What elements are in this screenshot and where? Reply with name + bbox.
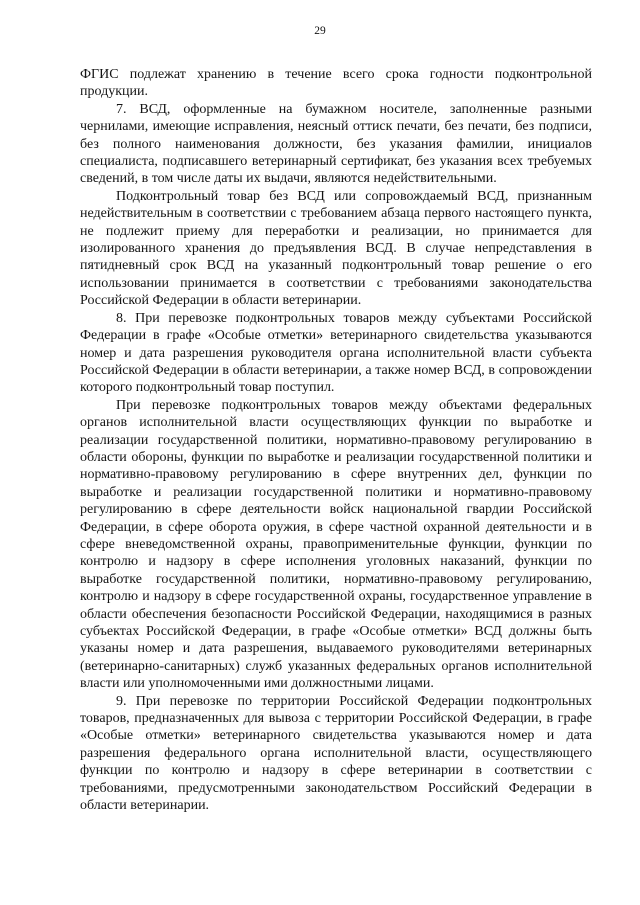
paragraph-storage-continuation: ФГИС подлежат хранению в течение всего срока годности подконтрольной продукции. xyxy=(80,67,592,100)
paragraph-item-8: 8. При перевозке подконтрольных товаров между субъектами Российской Федерации в графе «Особые отметки» ветеринарного свидетельства указываются номер и дата разрешения руководителя органа исполнительной власти субъекта Российской Федерации в области ветеринарии, а также номер ВСД, в сопровождении которого подконтрольный товар поступил. xyxy=(80,310,592,396)
paragraph-item-9: 9. При перевозке по территории Российской Федерации подконтрольных товаров, предназначенных для вывоза с территории Российской Федерации, в графе «Особые отметки» ветеринарного свидетельства указываются номер и дата разрешения федерального органа исполнительной власти, осуществляющего функции по контролю и надзору в сфере ветеринарии в соответствии с требованиями, предусмотренными законодательством Российский Федерации в области ветеринарии. xyxy=(80,693,592,814)
page-number: 29 xyxy=(314,25,326,37)
document-body xyxy=(80,66,592,814)
paragraph-item-8-federal-bodies: При перевозке подконтрольных товаров между объектами федеральных органов исполнительной власти осуществляющих функции по выработке и реализации государственной политики, нормативно-правовому регулированию в области обороны, функции по выработке и реализации государственной политики и нормативно-правовому регулированию в сфере внутренних дел, функции по выработке и реализации государственной политики и нормативно-правовому регулированию в сфере деятельности войск национальной гвардии Российской Федерации, в сфере оборота оружия, в сфере частной охранной деятельности и в сфере вневедомственной охраны, правоприменительные функции, функции по контролю и надзору в сфере исполнения уголовных наказаний, функции по выработке государственной политики, нормативно-правовому регулированию, контролю и надзору в сфере государственной охраны, государственное управление в области обеспечения безопасности Российской Федерации, находящимися в разных субъектах Российской Федерации, в графе «Особые отметки» ВСД должны быть указаны номер и дата разрешения, выдаваемого руководителями ветеринарных (ветеринарно-санитарных) служб указанных федеральных органов исполнительной власти или уполномоченными ими должностными лицами. xyxy=(80,397,592,692)
paragraph-item-7: 7. ВСД, оформленные на бумажном носителе, заполненные разными чернилами, имеющие исправления, неясный оттиск печати, без печати, без подписи, без полного наименования должности, без указания фамилии, инициалов специалиста, подписавшего ветеринарный сертификат, без указания всех требуемых сведений, в том числе даты их выдачи, являются недействительными. xyxy=(80,101,592,187)
paragraph-item-7-goods: Подконтрольный товар без ВСД или сопровождаемый ВСД, признанным недействительным в соответствии с требованием абзаца первого настоящего пункта, не подлежит приему для переработки и реализации, но принимается для изолированного хранения до предъявления ВСД. В случае непредставления в пятидневный срок ВСД на указанный подконтрольный товар решение о его использовании принимается в соответствии с требованиями законодательства Российской Федерации в области ветеринарии. xyxy=(80,188,592,309)
